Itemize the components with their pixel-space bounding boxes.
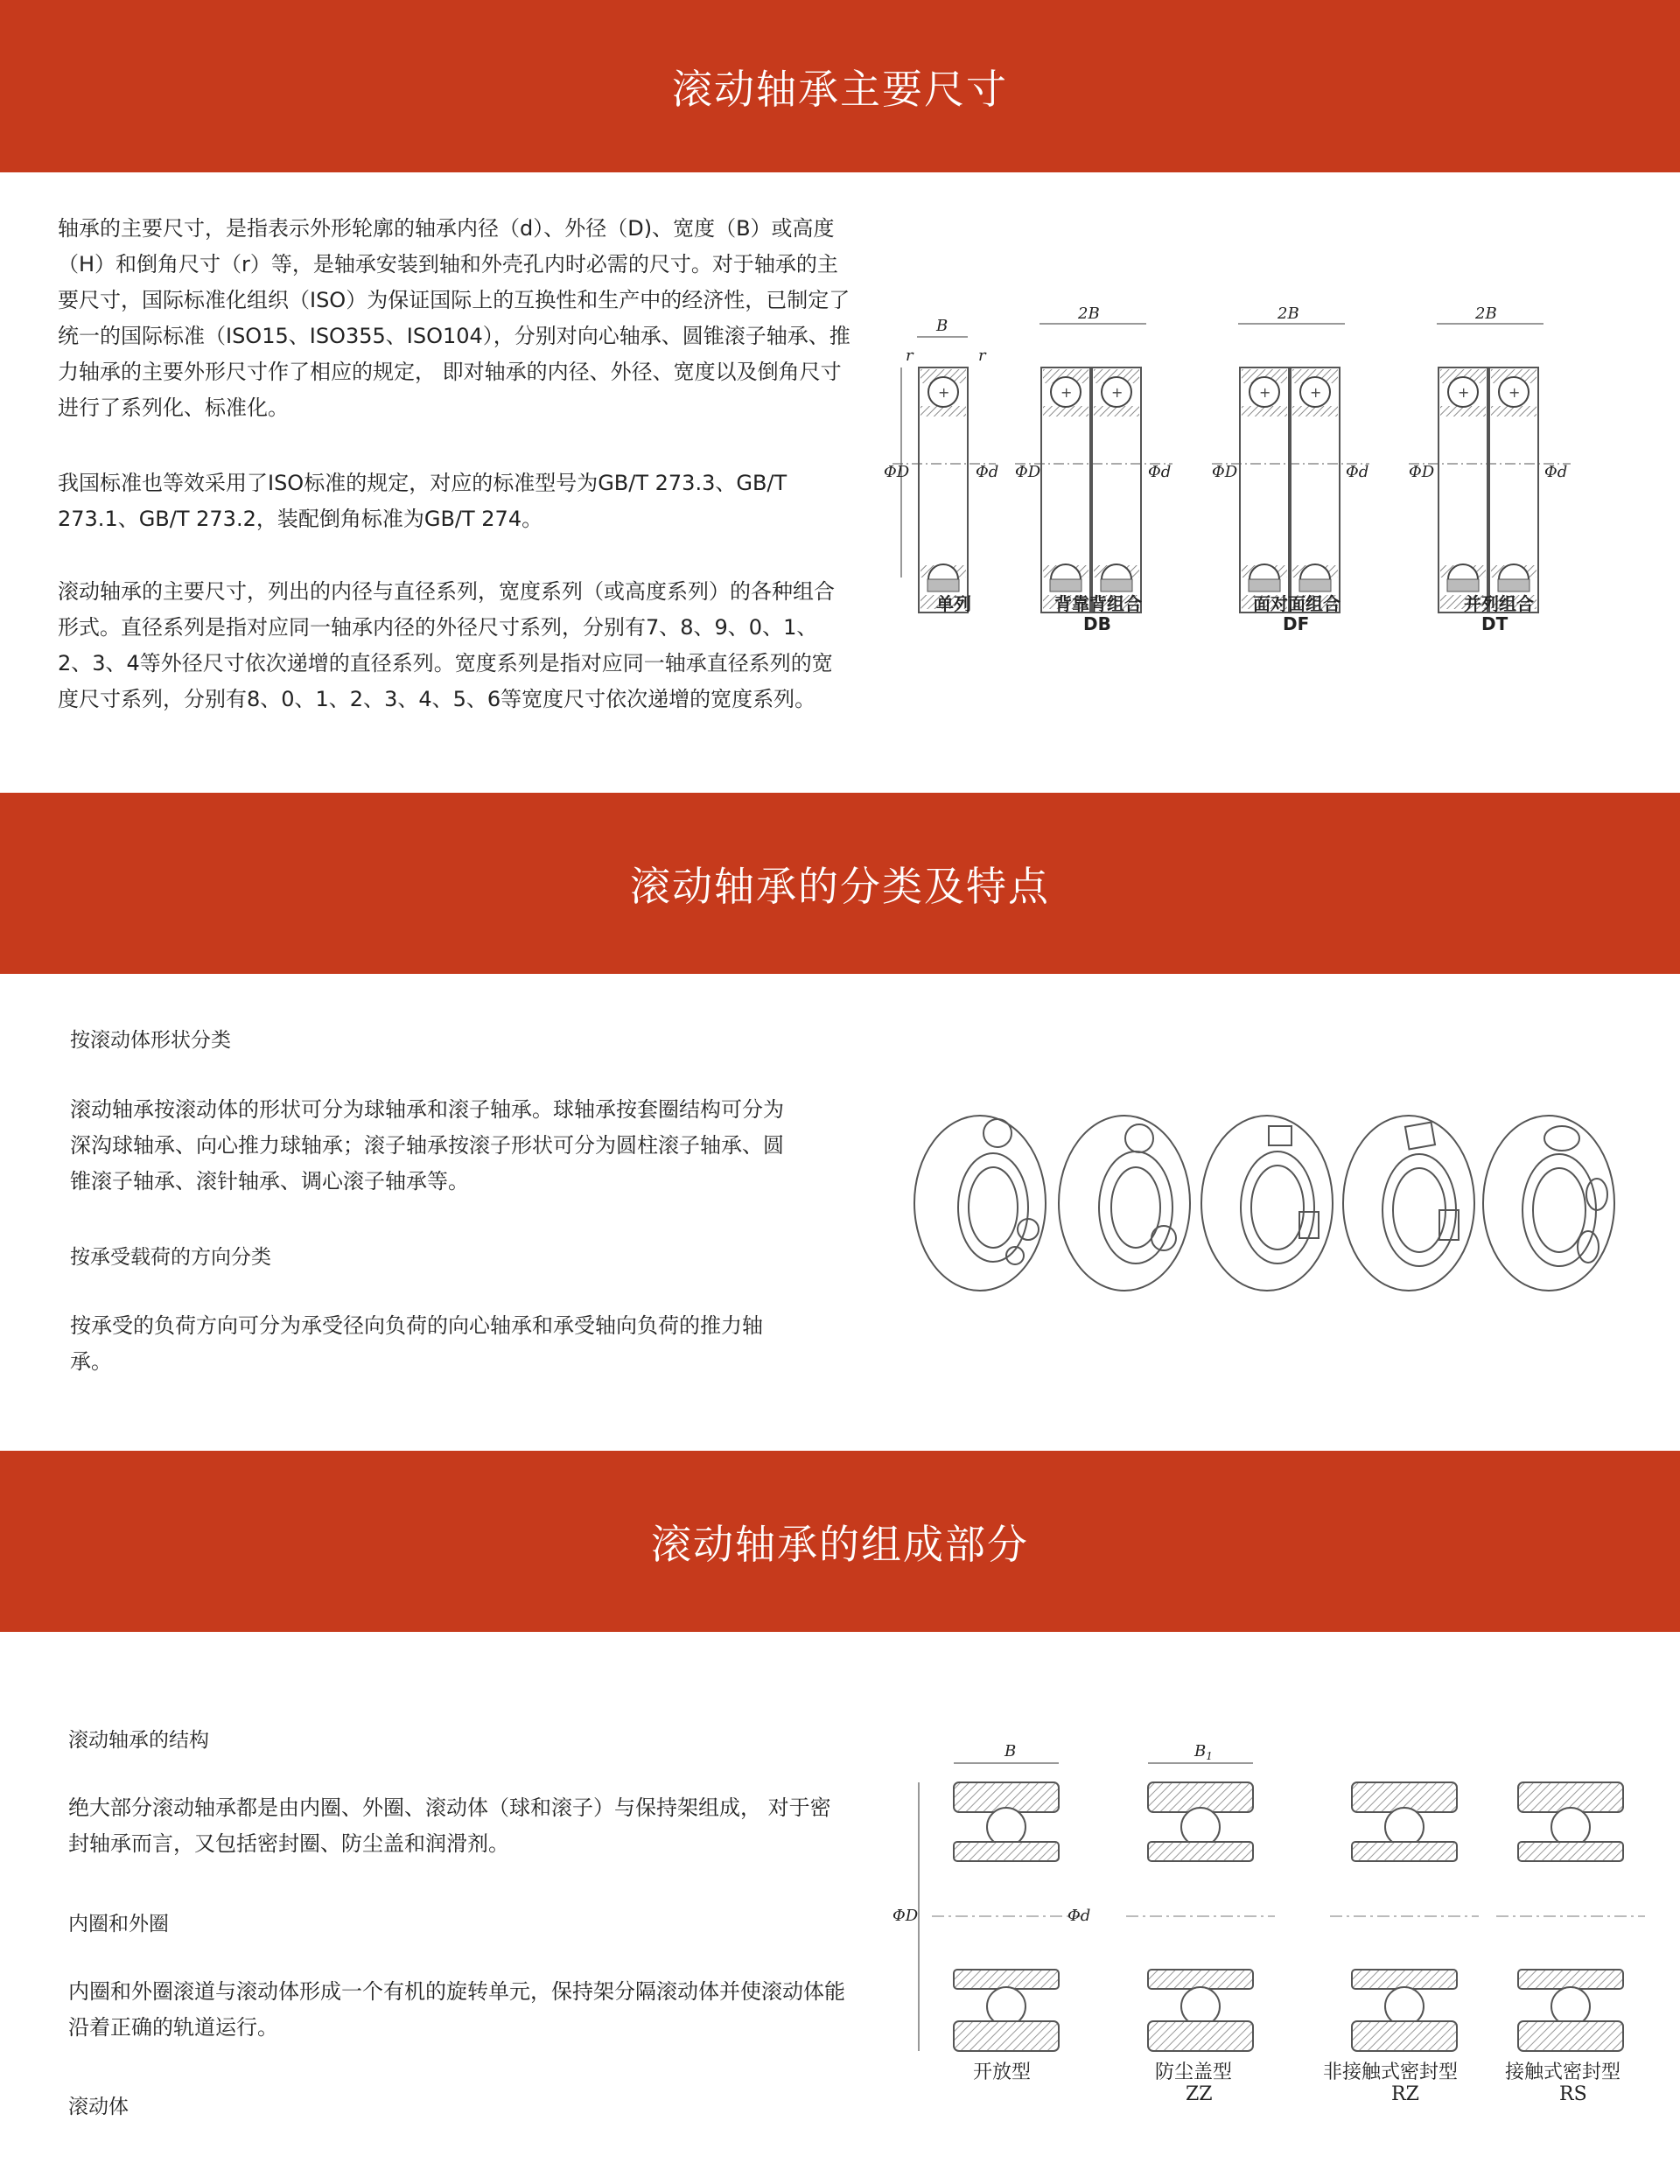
paragraph-main-dimensions: 轴承的主要尺寸，是指表示外形轮廓的轴承内径（d）、外径（D)、宽度（B）或高度（H）和倒角尺寸（r）等，是轴承安装到轴和外壳孔内时必需的尺寸。对于轴承的主要尺寸，国际标准化组织（ISO）为保证国际上的互换性和生产中的经济性，已制定了统一的国际标准（ISO15、ISO355、ISO104），分别对向心轴承、圆锥滚子轴承、推力轴承的主要外形尺寸作了相应的规定， 即对轴承的内径、外径、宽度以及倒角尺寸进行了系列化、标准化。 — [58, 216, 850, 420]
open-type-bearing-drawing — [892, 1742, 1090, 2051]
paragraph-dimension-series: 滚动轴承的主要尺寸，列出的内径与直径系列，宽度系列（或高度系列）的各种组合形式。直径系列是指对应同一轴承内径的外径尺寸系列，分别有7、8、9、0、1、2、3、4等外径尺寸依次递增的直径系列。宽度系列是指对应同一轴承直径系列的宽度尺寸系列，分别有8、0、1、2、3、4、5、6等宽度尺寸依次递增的宽度系列。 — [58, 579, 835, 711]
caption-non-contact-seal: 非接触式密封型 — [1323, 2062, 1459, 2083]
section-banner-dimensions — [0, 0, 1680, 172]
section-title: 滚动轴承的组成部分 — [651, 1520, 1029, 1568]
dim-inner-d-label: Φd — [1544, 463, 1568, 481]
dim-2b-label: 2B — [1475, 304, 1497, 323]
caption-df-code: DF — [1283, 613, 1310, 634]
non-contact-seal-bearing-drawing — [1330, 1782, 1479, 2051]
heading-inner-outer-ring: 内圈和外圈 — [68, 1913, 169, 1936]
dim-r-label: r — [906, 346, 914, 365]
dim-outer-d-label: ΦD — [1409, 463, 1435, 481]
deep-groove-ball-bearing-drawing — [914, 1116, 1046, 1291]
back-to-back-bearing-drawing — [1015, 304, 1172, 612]
caption-dt-code: DT — [1481, 613, 1508, 634]
paragraph-inner-outer-ring: 内圈和外圈滚道与滚动体形成一个有机的旋转单元，保持架分隔滚动体并使滚动体能沿着正确的轨道运行。 — [68, 1979, 845, 2040]
tandem-bearing-drawing — [1409, 304, 1571, 612]
tapered-roller-bearing-drawing — [1343, 1116, 1474, 1291]
dim-outer-d-label: ΦD — [1212, 463, 1238, 481]
seal-type-figure — [892, 1728, 1662, 2113]
dim-b-label: B — [936, 317, 948, 335]
heading-rolling-element: 滚动体 — [68, 2096, 129, 2118]
dim-outer-d-label: ΦD — [892, 1907, 919, 1925]
caption-shield-type: 防尘盖型 — [1155, 2062, 1233, 2083]
caption-rs-code: RS — [1559, 2083, 1587, 2105]
dim-2b-label: 2B — [1278, 304, 1299, 323]
caption-zz-code: ZZ — [1186, 2083, 1213, 2105]
bearing-types-figure — [910, 1107, 1628, 1299]
dim-inner-d-label: Φd — [1346, 463, 1369, 481]
dim-inner-d-label: Φd — [1148, 463, 1172, 481]
angular-contact-ball-bearing-drawing — [1059, 1116, 1190, 1291]
caption-open-type: 开放型 — [973, 2062, 1032, 2083]
dim-outer-d-label: ΦD — [884, 463, 910, 481]
dim-b-label: B — [1004, 1742, 1017, 1760]
dim-inner-d-label: Φd — [976, 463, 999, 481]
shield-type-bearing-drawing — [1126, 1742, 1275, 2051]
dim-b1-label: $B_1$ — [1194, 1742, 1213, 1762]
contact-seal-bearing-drawing — [1496, 1782, 1645, 2051]
paragraph-national-standard: 我国标准也等效采用了ISO标准的规定，对应的标准型号为GB/T 273.3、GB/T 273.1、GB/T 273.2，装配倒角标准为GB/T 274。 — [58, 471, 788, 531]
dim-2b-label: 2B — [1078, 304, 1100, 323]
section-banner-components — [0, 1451, 1680, 1632]
dim-outer-d-label: ΦD — [1015, 463, 1041, 481]
heading-by-rolling-element: 按滚动体形状分类 — [70, 1029, 231, 1052]
single-row-bearing-drawing — [884, 317, 998, 612]
caption-db: 背靠背组合 — [1054, 593, 1142, 614]
dim-r1-label: r — [978, 346, 986, 365]
paragraph-rolling-element-types: 滚动轴承按滚动体的形状可分为球轴承和滚子轴承。球轴承按套圈结构可分为深沟球轴承、向心推力球轴承；滚子轴承按滚子形状可分为圆柱滚子轴承、圆锥滚子轴承、滚针轴承、调心滚子轴承等。 — [70, 1097, 784, 1194]
section-banner-classification — [0, 793, 1680, 974]
heading-bearing-structure: 滚动轴承的结构 — [68, 1729, 209, 1752]
caption-rz-code: RZ — [1391, 2083, 1419, 2105]
section-title: 滚动轴承主要尺寸 — [672, 65, 1008, 113]
caption-dt: 并列组合 — [1464, 593, 1534, 614]
face-to-face-bearing-drawing — [1212, 304, 1369, 612]
paragraph-bearing-structure: 绝大部分滚动轴承都是由内圈、外圈、滚动体（球和滚子）与保持架组成， 对于密封轴承而言，又包括密封圈、防尘盖和润滑剂。 — [68, 1796, 831, 1856]
caption-db-code: DB — [1083, 613, 1111, 634]
paragraph-load-direction: 按承受的负荷方向可分为承受径向负荷的向心轴承和承受轴向负荷的推力轴承。 — [70, 1313, 763, 1374]
section-title: 滚动轴承的分类及特点 — [630, 862, 1050, 910]
caption-df: 面对面组合 — [1253, 593, 1340, 614]
caption-contact-seal: 接触式密封型 — [1505, 2062, 1621, 2083]
caption-single-row: 单列 — [936, 593, 971, 614]
dim-inner-d-label: Φd — [1068, 1907, 1091, 1925]
spherical-roller-bearing-drawing — [1483, 1116, 1614, 1291]
heading-by-load-direction: 按承受载荷的方向分类 — [70, 1246, 271, 1269]
cylindrical-roller-bearing-drawing — [1201, 1116, 1333, 1291]
bearing-arrangement-figure: + B ΦD Φd r r 2B ΦD Φd 2B ΦD Φd 2B ΦD Φd 单列 背靠背组合 DB 面对面组合 DF 并列组合 DT — [884, 298, 1654, 648]
